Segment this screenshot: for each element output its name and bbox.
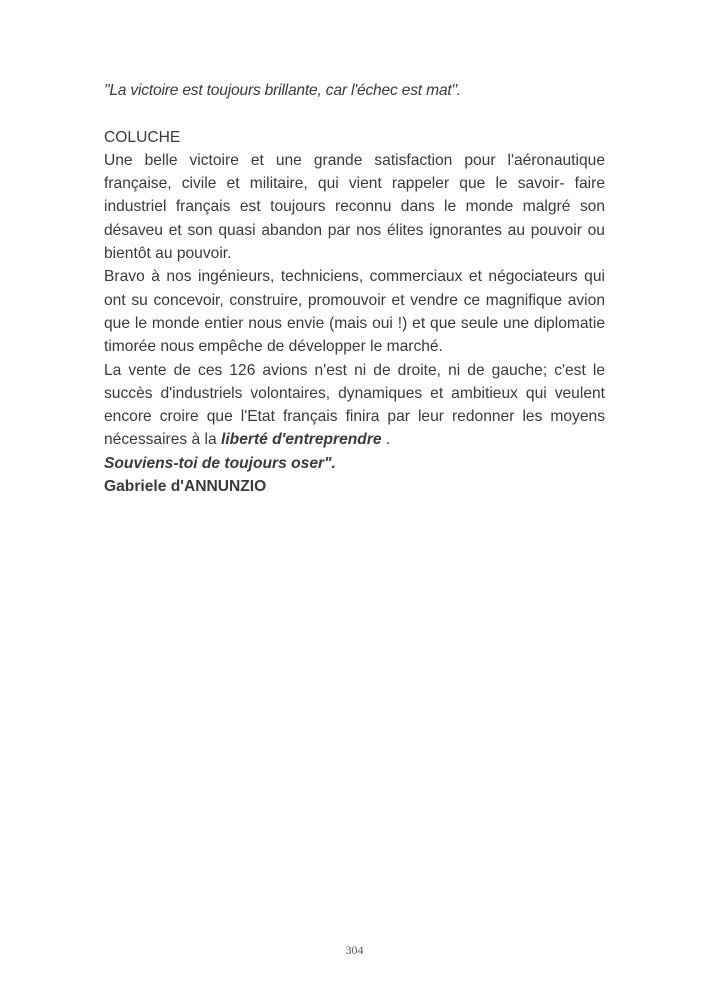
- epigraph-quote: "La victoire est toujours brillante, car l'échec est mat".: [104, 82, 461, 99]
- main-text-block: [104, 79, 605, 498]
- paragraph-3-end: .: [381, 431, 391, 449]
- epigraph-author: COLUCHE: [104, 128, 181, 146]
- paragraph-3-start: La vente de ces 126 avions n'est ni de droite, ni de gauche; c'est le succès d'industriels volontaires, dynamiques et ambitieux qui veulent encore croire que l'Etat français finira par leur redonner les moyens nécessaires à la: [104, 361, 605, 449]
- paragraph-3-emphasis: liberté d'entreprendre: [221, 431, 382, 449]
- paragraph-1: Une belle victoire et une grande satisfaction pour l'aéronautique française, civile et militaire, qui vient rappeler que le savoir- faire industriel français est toujours reconnu dans le monde malgré son désaveu et son quasi abandon par nos élites ignorantes au pouvoir ou bientôt au pouvoir.: [104, 151, 605, 263]
- paragraph-2: Bravo à nos ingénieurs, techniciens, commerciaux et négociateurs qui ont su concevoir, construire, promouvoir et vendre ce magnifique avion que le monde entier nous envie (mais oui !) et que seule une diplomatie timorée nous empêche de développer le marché.: [104, 268, 605, 356]
- closing-author: Gabriele d'ANNUNZIO: [104, 478, 267, 496]
- paragraph-3: [104, 359, 605, 452]
- blank-line: [104, 102, 605, 125]
- page-number: 304: [345, 943, 364, 957]
- closing-quote: Souviens-toi de toujours oser".: [104, 454, 336, 472]
